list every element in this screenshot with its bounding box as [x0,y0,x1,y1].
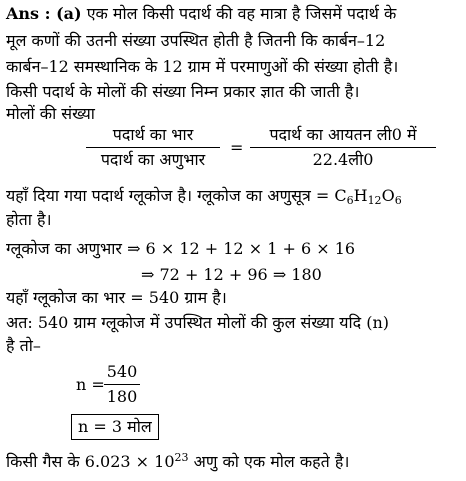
footer-suffix: अणु को एक मोल कहते है। [188,452,350,471]
glucose-formula-line [6,184,402,213]
glucose-mass-line: यहाँ ग्लूकोज का भार = 540 ग्राम है। [6,288,227,307]
fraction-bar [104,384,140,385]
hydrogen-symbol: H [353,186,368,205]
n-fraction-denominator: 180 [106,387,138,406]
answer-label: Ans : (a) [6,4,82,23]
answer-line-1 [6,2,396,26]
n-fraction [104,361,140,408]
oxygen-symbol: O [381,186,395,205]
footer-line [6,446,349,474]
hydrogen-subscript: 12 [367,194,382,207]
mass-fraction-numerator: पदार्थ का भार [112,125,194,144]
n-fraction-numerator: 540 [106,362,138,381]
result-box: n = 3 मोल [71,414,159,440]
glucose-formula-text: यहाँ दिया गया पदार्थ ग्लूकोज है। ग्लूकोज का अणुसूत्र = C [6,186,347,205]
glucose-line-2: होता है। [6,210,52,229]
fraction-bar [250,147,436,148]
moles-line-2: है तो– [6,336,41,355]
n-label: n = [76,375,105,394]
mass-fraction-denominator: पदार्थ का अणुभार [100,150,206,169]
molecular-weight-line-1: ग्लूकोज का अणुभार ⇒ 6 × 12 + 12 × 1 + 6 × 16 [6,239,356,258]
answer-line-1-text: एक मोल किसी पदार्थ की वह मात्रा है जिसमें पदार्थ के [86,4,397,23]
mass-fraction [86,124,220,171]
answer-line-5: मोलों की संख्या [6,104,95,123]
molecular-weight-line-2: ⇒ 72 + 12 + 96 ⇒ 180 [141,265,322,284]
moles-line-1: अत: 540 ग्राम ग्लूकोज में उपस्थित मोलों की कुल संख्या यदि (n) [6,313,390,332]
volume-fraction-denominator: 22.4ली0 [312,150,374,169]
volume-fraction [250,124,436,171]
footer-prefix: किसी गैस के 6.023 × 10 [6,452,175,471]
volume-fraction-numerator: पदार्थ का आयतन ली0 में [269,125,417,144]
answer-line-2: मूल कणों की उतनी संख्या उपस्थित होती है जितनी कि कार्बन–12 [6,31,386,50]
oxygen-subscript: 6 [394,194,402,207]
equals-sign: = [230,138,244,157]
exponent: 23 [174,451,189,464]
fraction-bar [86,147,220,148]
answer-line-3: कार्बन–12 समस्थानिक के 12 ग्राम में परमाणुओं की संख्या होती है। [6,57,399,76]
carbon-subscript: 6 [346,194,354,207]
answer-line-4: किसी पदार्थ के मोलों की संख्या निम्न प्रकार ज्ञात की जाती है। [6,82,360,101]
